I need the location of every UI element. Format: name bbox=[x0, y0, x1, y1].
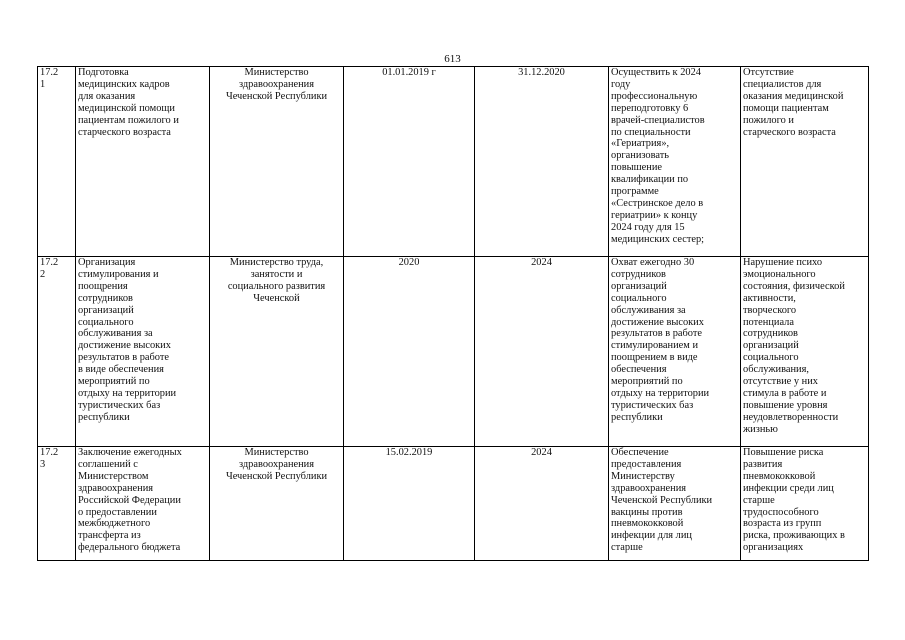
start-date-cell: 15.02.2019 bbox=[344, 447, 475, 561]
table-row bbox=[38, 447, 869, 561]
start-date-cell: 01.01.2019 г bbox=[344, 67, 475, 257]
measure-name-cell: Организация стимулирования и поощрения сотрудников организаций социального обслуживания за достижение высоких результатов в работе в виде обеспечения мероприятий по отдыху на территории туристических баз республики bbox=[76, 257, 210, 447]
table-row bbox=[38, 257, 869, 447]
consequences-cell: Отсутствие специалистов для оказания медицинской помощи пациентам пожилого и старческого возраста bbox=[741, 67, 869, 257]
row-number-cell: 17.2 3 bbox=[38, 447, 76, 561]
executor-cell: Министерство труда, занятости и социального развития Чеченской bbox=[210, 257, 344, 447]
consequences-cell: Повышение риска развития пневмококковой инфекции среди лиц старше трудоспособного возраста из групп риска, проживающих в организациях bbox=[741, 447, 869, 561]
measure-name-cell: Подготовка медицинских кадров для оказания медицинской помощи пациентам пожилого и старческого возраста bbox=[76, 67, 210, 257]
end-date-cell: 2024 bbox=[475, 257, 609, 447]
expected-result-cell: Обеспечение предоставления Министерству здравоохранения Чеченской Республики вакцины против пневмококковой инфекции для лиц старше bbox=[609, 447, 741, 561]
table-row bbox=[38, 67, 869, 257]
row-number-cell: 17.2 1 bbox=[38, 67, 76, 257]
executor-cell: Министерство здравоохранения Чеченской Республики bbox=[210, 67, 344, 257]
page-number: 613 bbox=[444, 53, 461, 65]
consequences-cell: Нарушение психо эмоционального состояния, физической активности, творческого потенциала сотрудников организаций социального обслуживания, отсутствие у них стимула в работе и повышение уровня неудовлетворенности жизнью bbox=[741, 257, 869, 447]
expected-result-cell: Осуществить к 2024 году профессиональную переподготовку 6 врачей-специалистов по специальности «Гериатрия», организовать повышение квалификации по программе «Сестринское дело в гериатрии» к концу 2024 году для 15 медицинских сестер; bbox=[609, 67, 741, 257]
end-date-cell: 2024 bbox=[475, 447, 609, 561]
end-date-cell: 31.12.2020 bbox=[475, 67, 609, 257]
executor-cell: Министерство здравоохранения Чеченской Республики bbox=[210, 447, 344, 561]
measure-name-cell: Заключение ежегодных соглашений с Министерством здравоохранения Российской Федерации о предоставлении межбюджетного трансферта из федерального бюджета bbox=[76, 447, 210, 561]
start-date-cell: 2020 bbox=[344, 257, 475, 447]
row-number-cell: 17.2 2 bbox=[38, 257, 76, 447]
measures-table bbox=[37, 66, 869, 561]
expected-result-cell: Охват ежегодно 30 сотрудников организаций социального обслуживания за достижение высоких результатов в работе стимулированием и поощрением в виде обеспечения мероприятий по отдыху на территории туристических баз республики bbox=[609, 257, 741, 447]
